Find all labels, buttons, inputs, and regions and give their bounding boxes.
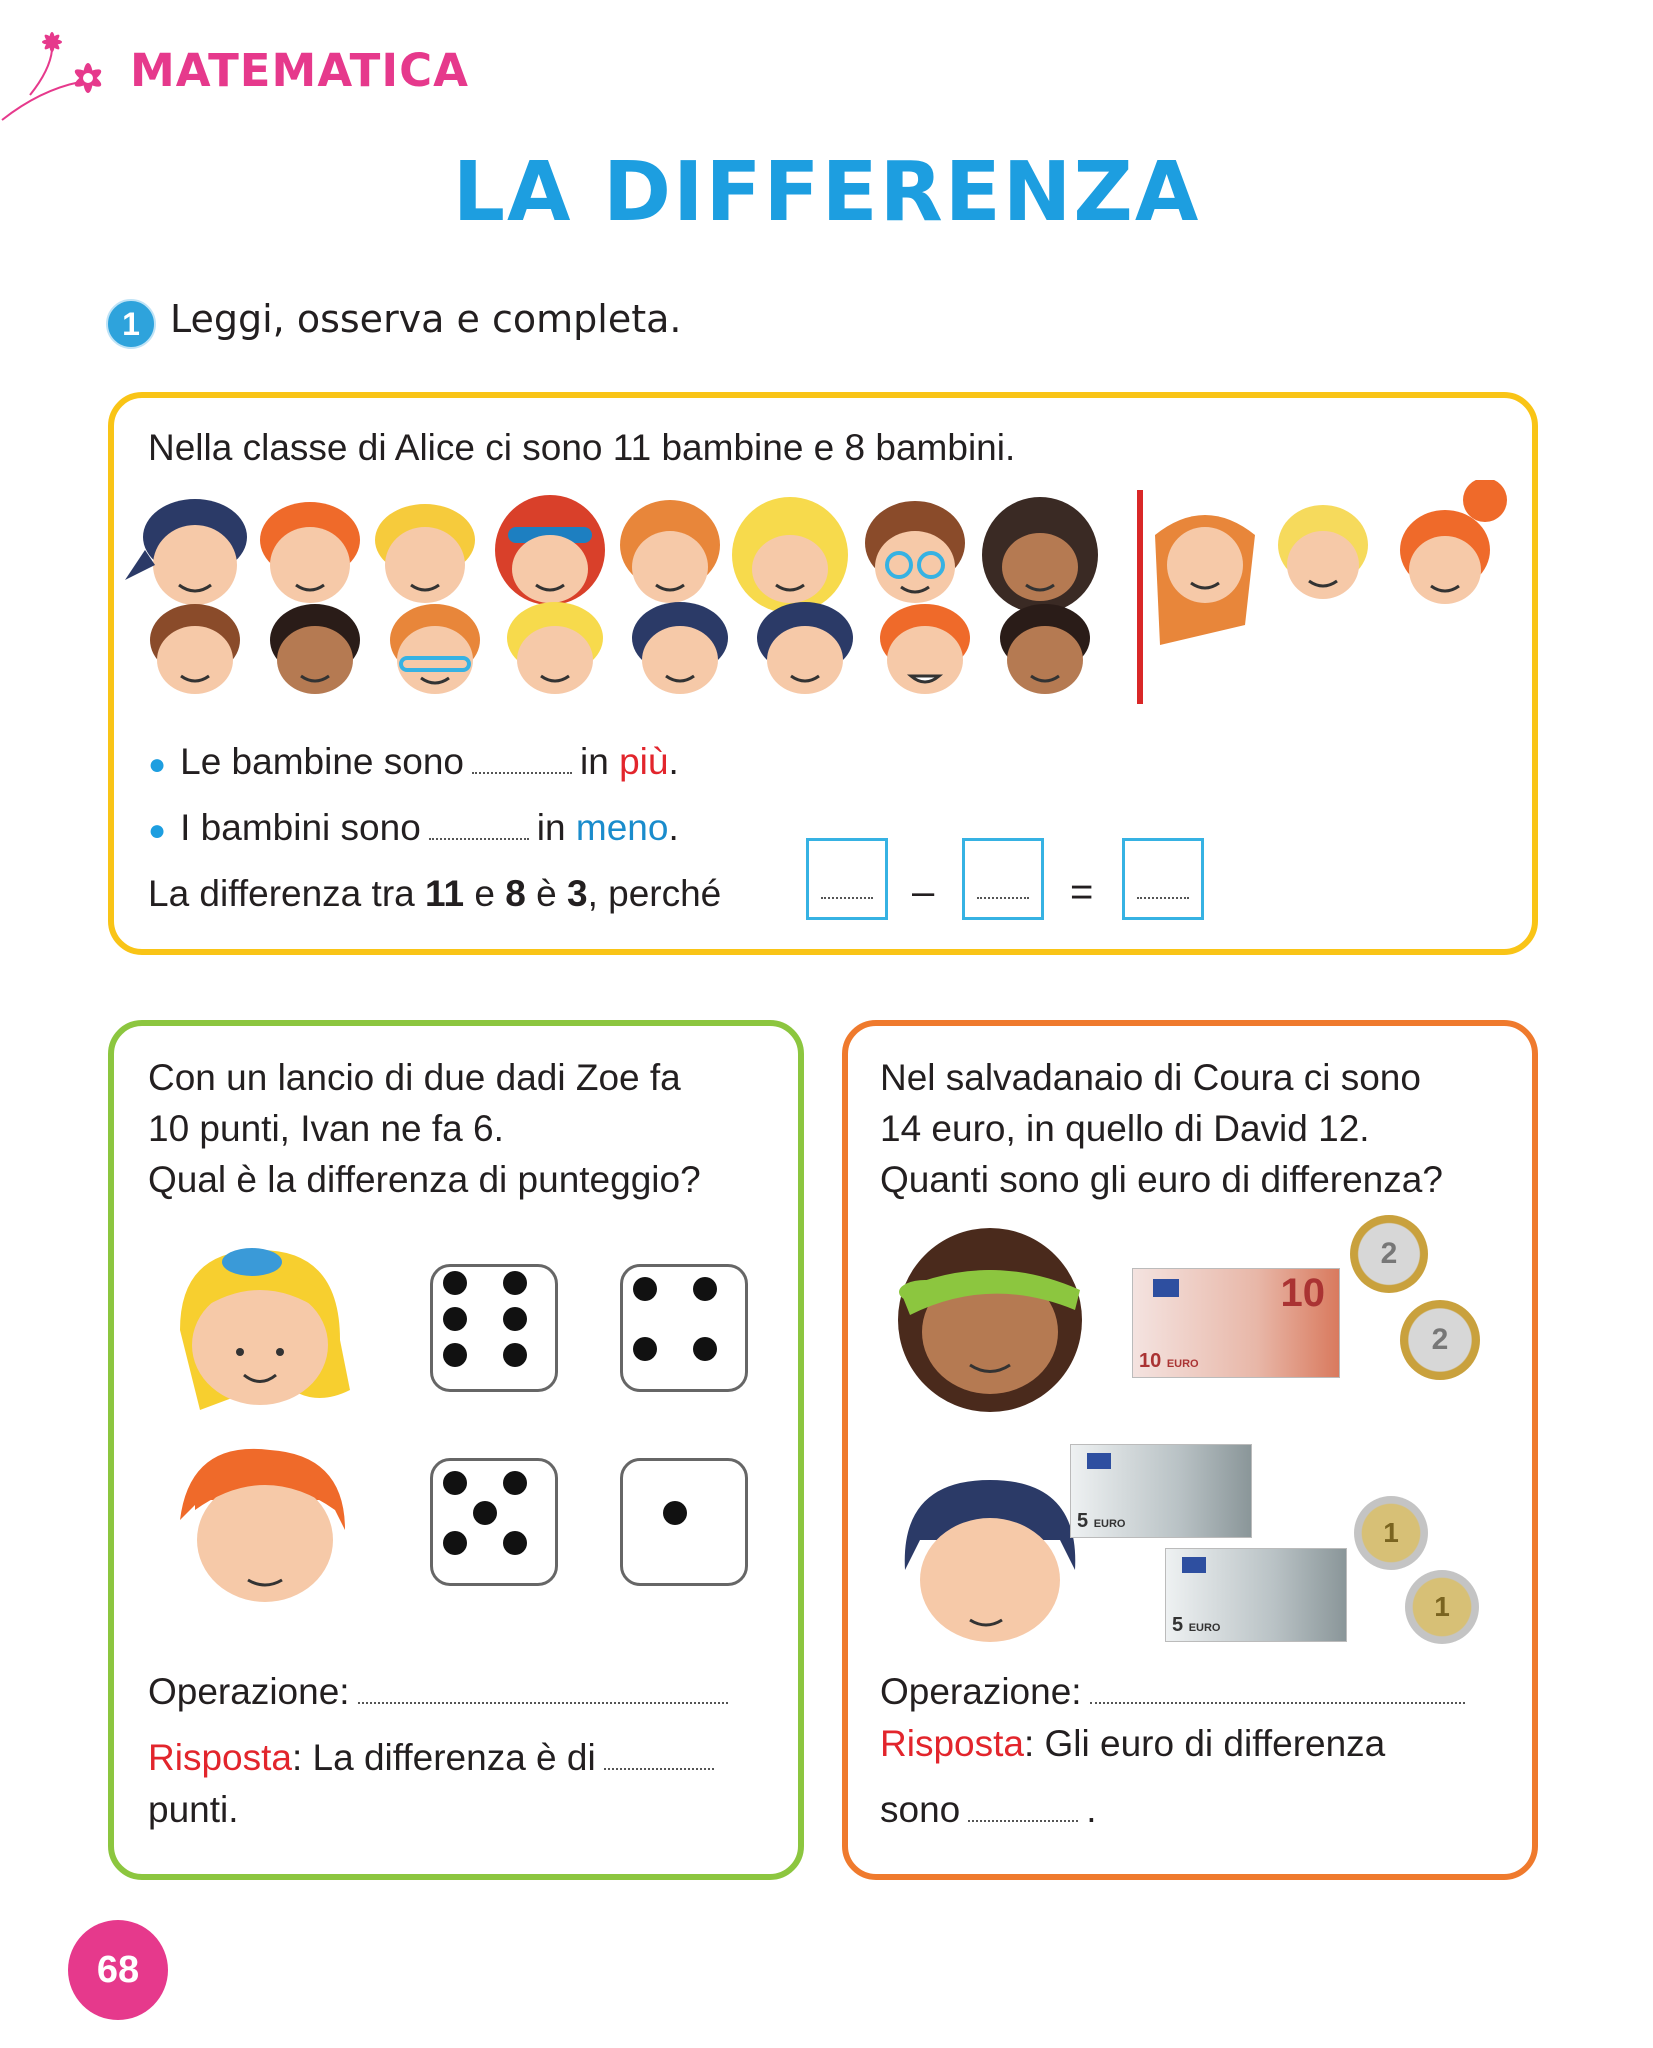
die-pip <box>693 1337 717 1361</box>
die-pip <box>503 1271 527 1295</box>
die-pip <box>443 1271 467 1295</box>
dice-answer-blank[interactable] <box>604 1767 714 1770</box>
dice-problem-line-2: 10 punti, Ivan ne fa 6. <box>148 1108 504 1149</box>
money-problem-line-2: 14 euro, in quello di David 12. <box>880 1108 1370 1149</box>
die-pip <box>503 1471 527 1495</box>
girls-more-blank[interactable] <box>472 771 572 774</box>
zoe-face-icon <box>160 1240 360 1430</box>
die-pip <box>443 1531 467 1555</box>
money-operation-blank[interactable] <box>1090 1701 1465 1704</box>
ivan-face-icon <box>170 1440 360 1620</box>
one-euro-coin-icon: 1 <box>1354 1496 1428 1570</box>
exercise-instruction: Leggi, osserva e completa. <box>170 297 682 341</box>
page-number: 68 <box>68 1920 168 2020</box>
money-answer-blank[interactable] <box>968 1819 1078 1822</box>
money-operation-line: Operazione: <box>880 1666 1473 1717</box>
red-divider-line <box>1137 490 1143 704</box>
coura-face-icon <box>870 1220 1110 1420</box>
bullet-icon: ● <box>148 814 167 847</box>
flower-decoration-icon <box>0 20 125 130</box>
exercise-number-badge: 1 <box>106 299 156 349</box>
boy-face-icon <box>150 602 1090 694</box>
die-pip <box>633 1277 657 1301</box>
david-face-icon <box>890 1470 1090 1650</box>
money-problem-line-1: Nel salvadanaio di Coura ci sono <box>880 1057 1421 1098</box>
die-pip <box>503 1307 527 1331</box>
minus-sign: – <box>912 870 935 914</box>
one-euro-coin-icon: 1 <box>1405 1570 1479 1644</box>
die-pip <box>443 1307 467 1331</box>
class-intro-text: Nella classe di Alice ci sono 11 bambine e 8 bambini. <box>148 427 1016 468</box>
die-face-1 <box>620 1458 748 1586</box>
boys-less-line: ● I bambini sono in meno. <box>148 807 679 848</box>
minuend-answer-box[interactable] <box>806 838 888 920</box>
die-face-6 <box>430 1264 558 1392</box>
difference-answer-box[interactable] <box>1122 838 1204 920</box>
bullet-icon: ● <box>148 748 167 781</box>
die-face-5 <box>430 1458 558 1586</box>
boys-less-blank[interactable] <box>429 837 529 840</box>
five-euro-note-icon: 5 EURO <box>1070 1444 1252 1538</box>
money-answer-line: Risposta: Gli euro di differenza <box>880 1723 1386 1764</box>
die-pip <box>663 1501 687 1525</box>
subtrahend-answer-box[interactable] <box>962 838 1044 920</box>
die-face-4 <box>620 1264 748 1392</box>
dice-operation-line: Operazione: <box>148 1666 736 1717</box>
subject-label: MATEMATICA <box>130 44 469 97</box>
die-pip <box>633 1337 657 1361</box>
dice-answer-end: punti. <box>148 1789 239 1830</box>
die-pip <box>443 1471 467 1495</box>
die-pip <box>503 1343 527 1367</box>
die-pip <box>473 1501 497 1525</box>
dice-operation-blank[interactable] <box>358 1701 728 1704</box>
dice-problem-line-1: Con un lancio di due dadi Zoe fa <box>148 1057 681 1098</box>
money-answer-end: sono . <box>880 1789 1097 1830</box>
ten-euro-note-icon: 10 10 EURO <box>1132 1268 1340 1378</box>
difference-explanation-line: La differenza tra 11 e 8 è 3, perché <box>148 873 722 914</box>
children-faces-illustration <box>125 480 1525 720</box>
dice-problem-line-3: Qual è la differenza di punteggio? <box>148 1159 701 1200</box>
dice-answer-line: Risposta: La differenza è di <box>148 1732 722 1783</box>
equals-sign: = <box>1070 870 1094 914</box>
die-pip <box>693 1277 717 1301</box>
girls-more-line: ● Le bambine sono in più. <box>148 741 679 782</box>
five-euro-note-icon: 5 EURO <box>1165 1548 1347 1642</box>
die-pip <box>503 1531 527 1555</box>
two-euro-coin-icon: 2 <box>1400 1300 1480 1380</box>
page-title: LA DIFFERENZA <box>452 145 1201 240</box>
two-euro-coin-icon: 2 <box>1350 1215 1428 1293</box>
die-pip <box>443 1343 467 1367</box>
money-problem-line-3: Quanti sono gli euro di differenza? <box>880 1159 1443 1200</box>
